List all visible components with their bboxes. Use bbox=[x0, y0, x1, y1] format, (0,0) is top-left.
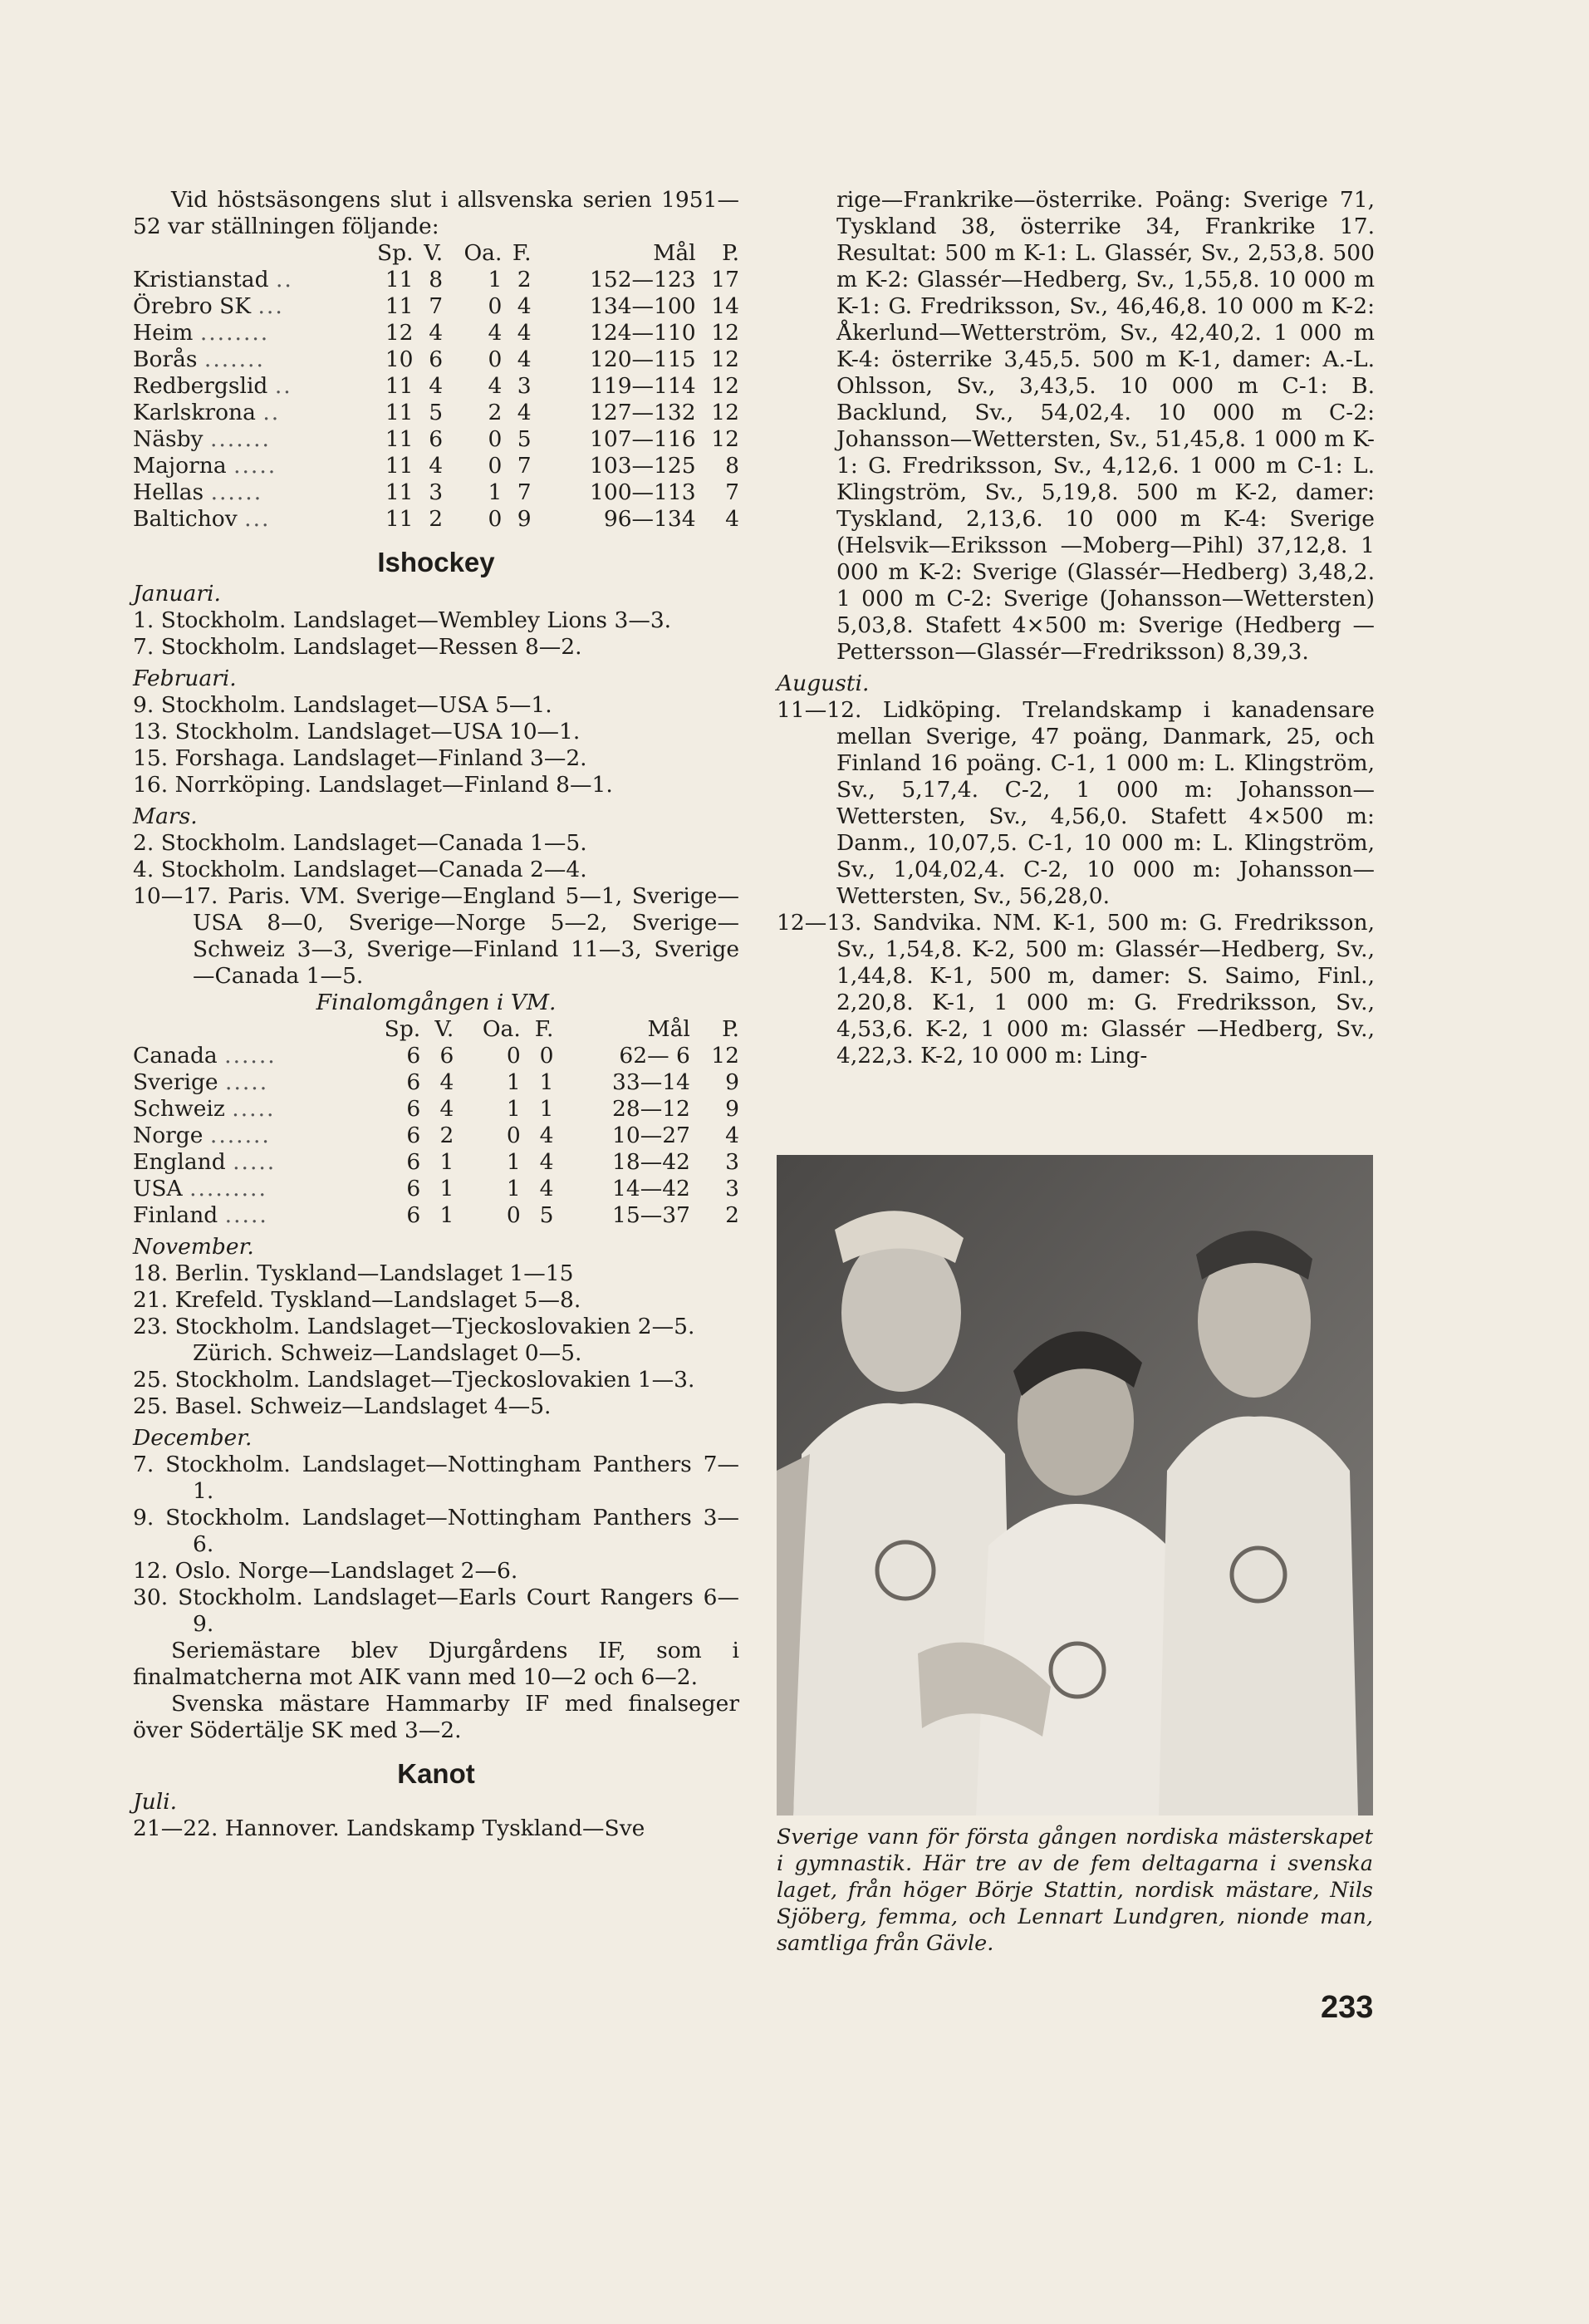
photo-caption bbox=[777, 1824, 1373, 1957]
col-header: Mål bbox=[647, 1016, 690, 1042]
table-cell: 1 bbox=[439, 1149, 454, 1175]
table-cell: 11 bbox=[385, 373, 414, 399]
table-cell: 5 bbox=[517, 426, 532, 452]
dot-leader: ... bbox=[257, 293, 284, 319]
match-entry: 1. Stockholm. Landslaget—Wembley Lions 3—3. bbox=[133, 607, 672, 633]
final-table-body bbox=[133, 1043, 739, 1229]
table-cell: 7 bbox=[517, 479, 532, 505]
match-entry: 16. Norrköping. Landslaget—Finland 8—1. bbox=[133, 772, 613, 798]
table-row bbox=[133, 426, 739, 453]
table-cell: 2 bbox=[429, 506, 444, 532]
table-cell: 4 bbox=[517, 400, 532, 425]
col-header: V. bbox=[424, 240, 444, 266]
team-name: Canada ...... bbox=[133, 1043, 277, 1069]
table-cell: 4 bbox=[517, 320, 532, 346]
table-cell: 1 bbox=[506, 1149, 521, 1175]
table-cell: 0 bbox=[506, 1202, 521, 1228]
match-entry: 21. Krefeld. Tyskland—Landslaget 5—8. bbox=[133, 1287, 581, 1313]
dot-leader: ...... bbox=[224, 1043, 277, 1069]
table-cell: 5 bbox=[429, 400, 444, 425]
table-cell: 0 bbox=[488, 453, 503, 479]
month-heading: December. bbox=[133, 1425, 253, 1451]
dot-leader: ....... bbox=[209, 426, 271, 452]
table-cell: 2 bbox=[725, 1202, 739, 1228]
match-entry: 15. Forshaga. Landslaget—Finland 3—2. bbox=[133, 745, 587, 771]
dot-leader: ....... bbox=[209, 1123, 271, 1148]
table-cell: 134—100 bbox=[589, 293, 696, 319]
month-heading: Augusti. bbox=[777, 671, 870, 696]
team-name: Örebro SK ... bbox=[133, 293, 284, 319]
col-header: P. bbox=[722, 1016, 739, 1042]
table-cell: 119—114 bbox=[589, 373, 696, 399]
col-header: P. bbox=[722, 240, 739, 266]
page-number: 233 bbox=[1321, 1990, 1374, 2025]
table-row bbox=[133, 1149, 739, 1176]
table-cell: 12 bbox=[711, 373, 739, 399]
table-cell: 6 bbox=[439, 1043, 454, 1069]
table-cell: 1 bbox=[506, 1096, 521, 1122]
left-column bbox=[133, 187, 739, 1842]
section-title-ishockey: Ishockey bbox=[377, 547, 495, 577]
table-cell: 33—14 bbox=[611, 1069, 690, 1095]
table-cell: 4 bbox=[488, 373, 503, 399]
table-cell: 3 bbox=[429, 479, 444, 505]
col-header: V. bbox=[434, 1016, 454, 1042]
team-name: Borås ....... bbox=[133, 346, 265, 372]
dot-leader: ... bbox=[244, 506, 271, 532]
table-cell: 4 bbox=[725, 1123, 739, 1148]
table-cell: 0 bbox=[506, 1043, 521, 1069]
team-name: Redbergslid .. bbox=[133, 373, 292, 399]
table-cell: 3 bbox=[725, 1149, 739, 1175]
table-cell: 11 bbox=[385, 479, 414, 505]
table-row bbox=[133, 1176, 739, 1202]
table-cell: 5 bbox=[539, 1202, 554, 1228]
table-cell: 7 bbox=[429, 293, 444, 319]
table-header-row bbox=[133, 240, 739, 267]
table-cell: 4 bbox=[539, 1176, 554, 1201]
table-cell: 15—37 bbox=[611, 1202, 690, 1228]
table-cell: 12 bbox=[385, 320, 414, 346]
table-cell: 10—27 bbox=[611, 1123, 690, 1148]
table-cell: 4 bbox=[429, 453, 444, 479]
table-cell: 6 bbox=[429, 426, 444, 452]
table-header-row bbox=[133, 1016, 739, 1043]
month-heading: Februari. bbox=[133, 666, 237, 691]
match-entry: 7. Stockholm. Landslaget—Nottingham Panthers 7—1. bbox=[133, 1452, 739, 1504]
table-cell: 2 bbox=[488, 400, 503, 425]
table-row bbox=[133, 1069, 739, 1096]
table-cell: 4 bbox=[429, 373, 444, 399]
table-cell: 4 bbox=[539, 1123, 554, 1148]
table-cell: 6 bbox=[406, 1069, 421, 1095]
table-cell: 18—42 bbox=[611, 1149, 690, 1175]
table-row bbox=[133, 1096, 739, 1123]
table-row bbox=[133, 346, 739, 373]
table-cell: 1 bbox=[439, 1176, 454, 1201]
champion-note: Svenska mästare Hammarby IF med finalseger över Södertälje SK med 3—2. bbox=[133, 1691, 739, 1743]
col-header: Sp. bbox=[384, 1016, 421, 1042]
table-cell: 100—113 bbox=[589, 479, 696, 505]
table-cell: 4 bbox=[517, 293, 532, 319]
dot-leader: .. bbox=[274, 373, 292, 399]
month-heading: Juli. bbox=[133, 1789, 178, 1815]
table-cell: 0 bbox=[539, 1043, 554, 1069]
table-cell: 127—132 bbox=[589, 400, 696, 425]
match-entry: Zürich. Schweiz—Landslaget 0—5. bbox=[193, 1340, 582, 1366]
table-cell: 2 bbox=[517, 267, 532, 292]
table-row bbox=[133, 1123, 739, 1149]
table-cell: 11 bbox=[385, 506, 414, 532]
table-cell: 6 bbox=[406, 1096, 421, 1122]
team-name: Kristianstad .. bbox=[133, 267, 293, 292]
dot-leader: ........ bbox=[199, 320, 270, 346]
match-entry: 30. Stockholm. Landslaget—Earls Court Rangers 6—9. bbox=[133, 1585, 739, 1637]
table-cell: 62— 6 bbox=[619, 1043, 690, 1069]
team-name: England ..... bbox=[133, 1149, 277, 1175]
section-title-kanot: Kanot bbox=[397, 1758, 475, 1789]
table-cell: 11 bbox=[385, 400, 414, 425]
month-heading: November. bbox=[133, 1234, 254, 1260]
table-cell: 8 bbox=[429, 267, 444, 292]
bandy-standings-table bbox=[133, 240, 739, 533]
table-row bbox=[133, 267, 739, 293]
table-cell: 1 bbox=[488, 479, 503, 505]
dot-leader: ..... bbox=[224, 1202, 268, 1228]
table-cell: 2 bbox=[439, 1123, 454, 1148]
team-name: Hellas ...... bbox=[133, 479, 263, 505]
dot-leader: ...... bbox=[210, 479, 263, 505]
table-cell: 12 bbox=[711, 346, 739, 372]
team-name: Sverige ..... bbox=[133, 1069, 269, 1095]
table-cell: 0 bbox=[506, 1123, 521, 1148]
match-entry: 9. Stockholm. Landslaget—Nottingham Panthers 3—6. bbox=[133, 1505, 739, 1557]
gymnasts-photo bbox=[777, 1155, 1373, 1815]
match-entry: 2. Stockholm. Landslaget—Canada 1—5. bbox=[133, 830, 587, 856]
table-cell: 4 bbox=[725, 506, 739, 532]
table-cell: 3 bbox=[517, 373, 532, 399]
match-entry: 23. Stockholm. Landslaget—Tjeckoslovakien 2—5. bbox=[133, 1314, 695, 1339]
final-round-heading: Finalomgången i VM. bbox=[316, 990, 557, 1015]
dot-leader: ....... bbox=[204, 346, 265, 372]
dot-leader: ..... bbox=[232, 1096, 276, 1122]
table-row bbox=[133, 400, 739, 426]
table-cell: 4 bbox=[488, 320, 503, 346]
table-cell: 9 bbox=[725, 1069, 739, 1095]
table-cell: 103—125 bbox=[589, 453, 696, 479]
table-cell: 1 bbox=[439, 1202, 454, 1228]
match-entry: 25. Basel. Schweiz—Landslaget 4—5. bbox=[133, 1393, 552, 1419]
table-cell: 17 bbox=[711, 267, 739, 292]
dot-leader: ..... bbox=[233, 1149, 277, 1175]
table-cell: 4 bbox=[439, 1096, 454, 1122]
table-cell: 9 bbox=[725, 1096, 739, 1122]
champion-note: Seriemästare blev Djurgårdens IF, som i finalmatcherna mot AIK vann med 10—2 och 6—2. bbox=[133, 1638, 739, 1690]
team-name: Heim ........ bbox=[133, 320, 270, 346]
dot-leader: .. bbox=[262, 400, 281, 425]
col-header: Sp. bbox=[377, 240, 414, 266]
right-column bbox=[777, 187, 1375, 1069]
match-entry: 7. Stockholm. Landslaget—Ressen 8—2. bbox=[133, 634, 582, 660]
table-cell: 6 bbox=[406, 1123, 421, 1148]
table-cell: 11 bbox=[385, 267, 414, 292]
table-cell: 12 bbox=[711, 426, 739, 452]
table-cell: 8 bbox=[725, 453, 739, 479]
table-cell: 6 bbox=[429, 346, 444, 372]
dot-leader: ......... bbox=[189, 1176, 267, 1201]
table-cell: 1 bbox=[506, 1176, 521, 1201]
table-cell: 0 bbox=[488, 506, 503, 532]
table-row bbox=[133, 373, 739, 400]
kanot-august-entry: 11—12. Lidköping. Trelandskamp i kanadensare mellan Sverige, 47 poäng, Danmark, 25, och Finland 16 poäng. C-1, 1 000 m: L. Klingström, Sv., 5,17,4. C-2, 1 000 m: Johansson—Wettersten, Sv., 4,56,0. Stafett 4×500 m: Danm., 10,07,5. C-1, 10 000 m: L. Klingström, Sv., 1,04,02,4. C-2, 10 000 m: Johansson—Wettersten, Sv., 56,28,0. bbox=[777, 697, 1375, 909]
match-entry: 10—17. Paris. VM. Sverige—England 5—1, Sverige—USA 8—0, Sverige—Norge 5—2, Sverige—Schweiz 3—3, Sverige—Finland 11—3, Sverige—Canada 1—5. bbox=[133, 883, 739, 989]
photo-illustration bbox=[777, 1155, 1373, 1815]
team-name: Näsby ....... bbox=[133, 426, 271, 452]
table-cell: 0 bbox=[488, 293, 503, 319]
table-cell: 12 bbox=[711, 1043, 739, 1069]
table-cell: 4 bbox=[539, 1149, 554, 1175]
col-header: Oa. bbox=[482, 1016, 521, 1042]
table-cell: 4 bbox=[429, 320, 444, 346]
dot-leader: ..... bbox=[233, 453, 277, 479]
table-cell: 1 bbox=[539, 1096, 554, 1122]
table-row bbox=[133, 320, 739, 346]
table-cell: 4 bbox=[517, 346, 532, 372]
team-name: Norge ....... bbox=[133, 1123, 271, 1148]
caption-text: Sverige vann för första gången nordiska mästerskapet i gymnastik. Här tre av de fem deltagarna i svenska laget, från höger Börje Stattin, nordisk mästare, Nils Sjöberg, femma, och Lennart Lundgren, nionde man, samtliga från Gävle. bbox=[777, 1825, 1373, 1956]
intro-text: Vid höstsäsongens slut i allsvenska serien 1951—52 var ställningen följande: bbox=[133, 187, 739, 239]
table-cell: 6 bbox=[406, 1176, 421, 1201]
table-cell: 120—115 bbox=[589, 346, 696, 372]
col-header: F. bbox=[512, 240, 532, 266]
bandy-table-body bbox=[133, 267, 739, 533]
month-heading: Januari. bbox=[133, 581, 221, 607]
table-cell: 152—123 bbox=[589, 267, 696, 292]
kanot-july-entry: 21—22. Hannover. Landskamp Tyskland—Sve bbox=[133, 1815, 645, 1841]
col-header: Oa. bbox=[463, 240, 503, 266]
table-cell: 9 bbox=[517, 506, 532, 532]
table-cell: 14—42 bbox=[611, 1176, 690, 1201]
table-row bbox=[133, 1043, 739, 1069]
table-cell: 12 bbox=[711, 400, 739, 425]
table-cell: 0 bbox=[488, 346, 503, 372]
table-row bbox=[133, 506, 739, 533]
month-heading: Mars. bbox=[133, 803, 198, 829]
table-row bbox=[133, 1202, 739, 1229]
match-entry: 12. Oslo. Norge—Landslaget 2—6. bbox=[133, 1558, 518, 1584]
match-entry: 13. Stockholm. Landslaget—USA 10—1. bbox=[133, 719, 581, 744]
team-name: Baltichov ... bbox=[133, 506, 271, 532]
table-cell: 28—12 bbox=[611, 1096, 690, 1122]
table-cell: 11 bbox=[385, 293, 414, 319]
table-cell: 6 bbox=[406, 1149, 421, 1175]
team-name: Majorna ..... bbox=[133, 453, 277, 479]
col-header: Mål bbox=[653, 240, 696, 266]
dot-leader: ..... bbox=[225, 1069, 269, 1095]
team-name: Finland ..... bbox=[133, 1202, 268, 1228]
table-cell: 7 bbox=[517, 453, 532, 479]
kanot-july-continuation: rige—Frankrike—österrike. Poäng: Sverige 71, Tyskland 38, österrike 34, Frankrike 17. Resultat: 500 m K-1: L. Glassér, Sv., 2,53,8. 500 m K-2: Glassér—Hedberg, Sv., 1,55,8. 10 000 m K-1: G. Fredriksson, Sv., 46,46,8. 10 000 m K-2: Åkerlund—Wetterström, Sv., 42,40,2. 1 000 m K-4: österrike 3,45,5. 500 m K-1, damer: A.-L. Ohlsson, Sv., 3,43,5. 10 000 m C-1: B. Backlund, Sv., 54,02,4. 10 000 m C-2: Johansson—Wettersten, Sv., 51,45,8. 1 000 m K-1: G. Fredriksson, Sv., 4,12,6. 1 000 m C-1: L. Klingström, Sv., 5,19,8. 500 m K-2, damer: Tyskland, 2,13,6. 10 000 m K-4: Sverige (Helsvik—Eriksson —Moberg—Pihl) 37,12,8. 1 000 m K-2: Sverige (Glassér—Hedberg) 3,48,2. 1 000 m C-2: Sverige (Johansson—Wettersten) 5,03,8. Stafett 4×500 m: Sverige (Hedberg —Pettersson—Glassér—Fredriksson) 8,39,3. bbox=[836, 187, 1375, 665]
table-cell: 1 bbox=[539, 1069, 554, 1095]
table-cell: 6 bbox=[406, 1043, 421, 1069]
table-cell: 3 bbox=[725, 1176, 739, 1201]
dot-leader: .. bbox=[275, 267, 293, 292]
kanot-august-entry: 12—13. Sandvika. NM. K-1, 500 m: G. Fredriksson, Sv., 1,54,8. K-2, 500 m: Glassér—Hedberg, Sv., 1,44,8. K-1, 500 m, damer: S. Saimo, Finl., 2,20,8. K-1, 1 000 m: G. Fredriksson, Sv., 4,53,6. K-2, 1 000 m: Glassér —Hedberg, Sv., 4,22,3. K-2, 10 000 m: Ling- bbox=[777, 910, 1375, 1069]
table-cell: 4 bbox=[439, 1069, 454, 1095]
table-row bbox=[133, 453, 739, 479]
table-cell: 11 bbox=[385, 453, 414, 479]
table-cell: 1 bbox=[506, 1069, 521, 1095]
table-cell: 0 bbox=[488, 426, 503, 452]
table-cell: 96—134 bbox=[603, 506, 696, 532]
table-cell: 11 bbox=[385, 426, 414, 452]
col-header: F. bbox=[534, 1016, 554, 1042]
match-entry: 18. Berlin. Tyskland—Landslaget 1—15 bbox=[133, 1260, 574, 1286]
team-name: Karlskrona .. bbox=[133, 400, 281, 425]
table-cell: 12 bbox=[711, 320, 739, 346]
vm-final-standings-table bbox=[133, 1016, 739, 1229]
table-cell: 1 bbox=[488, 267, 503, 292]
table-cell: 107—116 bbox=[589, 426, 696, 452]
table-cell: 124—110 bbox=[589, 320, 696, 346]
match-entry: 4. Stockholm. Landslaget—Canada 2—4. bbox=[133, 857, 587, 882]
match-entry: 9. Stockholm. Landslaget—USA 5—1. bbox=[133, 692, 552, 718]
table-cell: 7 bbox=[725, 479, 739, 505]
match-entry: 25. Stockholm. Landslaget—Tjeckoslovakien 1—3. bbox=[133, 1367, 695, 1393]
table-row bbox=[133, 293, 739, 320]
team-name: USA ......... bbox=[133, 1176, 267, 1201]
team-name: Schweiz ..... bbox=[133, 1096, 276, 1122]
table-cell: 10 bbox=[385, 346, 414, 372]
table-cell: 14 bbox=[711, 293, 739, 319]
table-row bbox=[133, 479, 739, 506]
table-cell: 6 bbox=[406, 1202, 421, 1228]
